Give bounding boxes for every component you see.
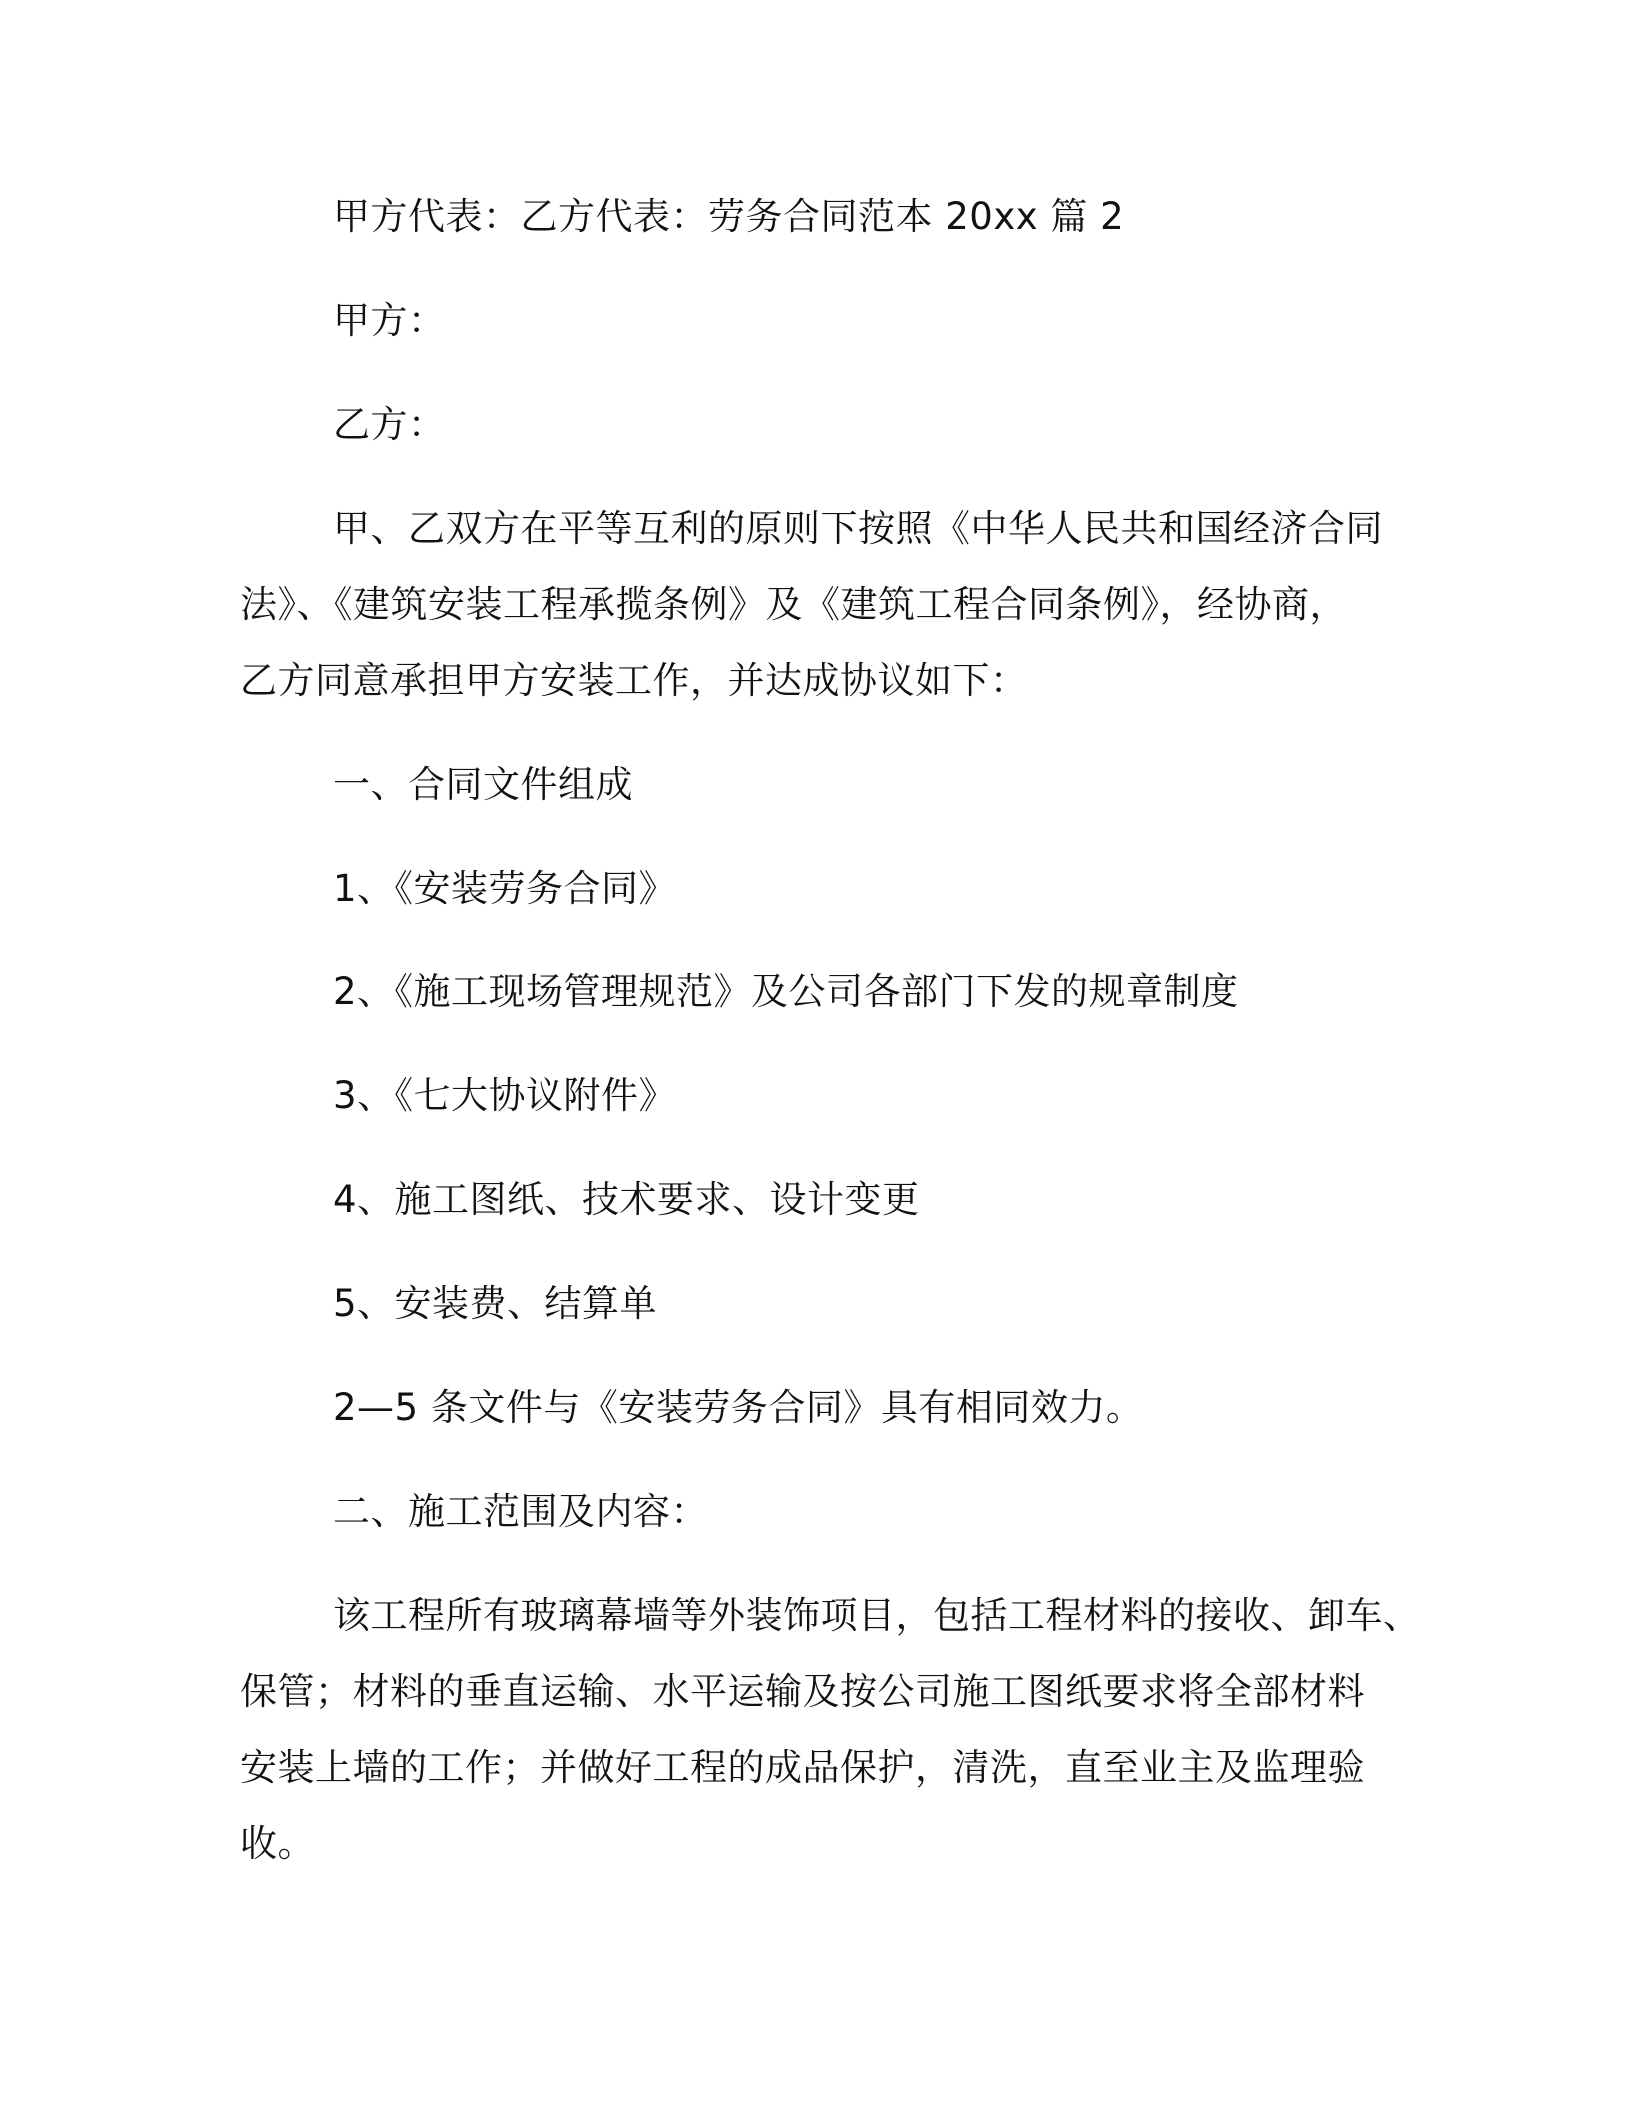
preamble-line-1: 甲、乙双方在平等互利的原则下按照《中华人民共和国经济合同 xyxy=(333,507,1383,550)
scope-line-1: 该工程所有玻璃幕墙等外装饰项目，包括工程材料的接收、卸车、 xyxy=(333,1594,1421,1637)
section-heading-2: 二、施工范围及内容： xyxy=(333,1490,708,1533)
list-item-4: 4、施工图纸、技术要求、设计变更 xyxy=(333,1178,920,1221)
scope-line-4: 收。 xyxy=(240,1822,315,1865)
section-heading-1: 一、合同文件组成 xyxy=(333,763,633,806)
list-item-3: 3、《七大协议附件》 xyxy=(333,1074,677,1117)
representatives-line: 甲方代表：乙方代表：劳务合同范本 20xx 篇 2 xyxy=(333,195,1125,238)
preamble-line-3: 乙方同意承担甲方安装工作，并达成协议如下： xyxy=(240,659,1028,702)
equivalence-note: 2—5 条文件与《安装劳务合同》具有相同效力。 xyxy=(333,1386,1144,1429)
party-a-line: 甲方： xyxy=(333,299,446,342)
scope-line-3: 安装上墙的工作；并做好工程的成品保护，清洗，直至业主及监理验 xyxy=(240,1746,1365,1789)
list-item-1: 1、《安装劳务合同》 xyxy=(333,867,677,910)
scope-line-2: 保管；材料的垂直运输、水平运输及按公司施工图纸要求将全部材料 xyxy=(240,1670,1365,1713)
preamble-line-2: 法》、《建筑安装工程承揽条例》及《建筑工程合同条例》，经协商， xyxy=(240,583,1347,626)
list-item-5: 5、安装费、结算单 xyxy=(333,1282,658,1325)
party-b-line: 乙方： xyxy=(333,403,446,446)
list-item-2: 2、《施工现场管理规范》及公司各部门下发的规章制度 xyxy=(333,970,1239,1013)
